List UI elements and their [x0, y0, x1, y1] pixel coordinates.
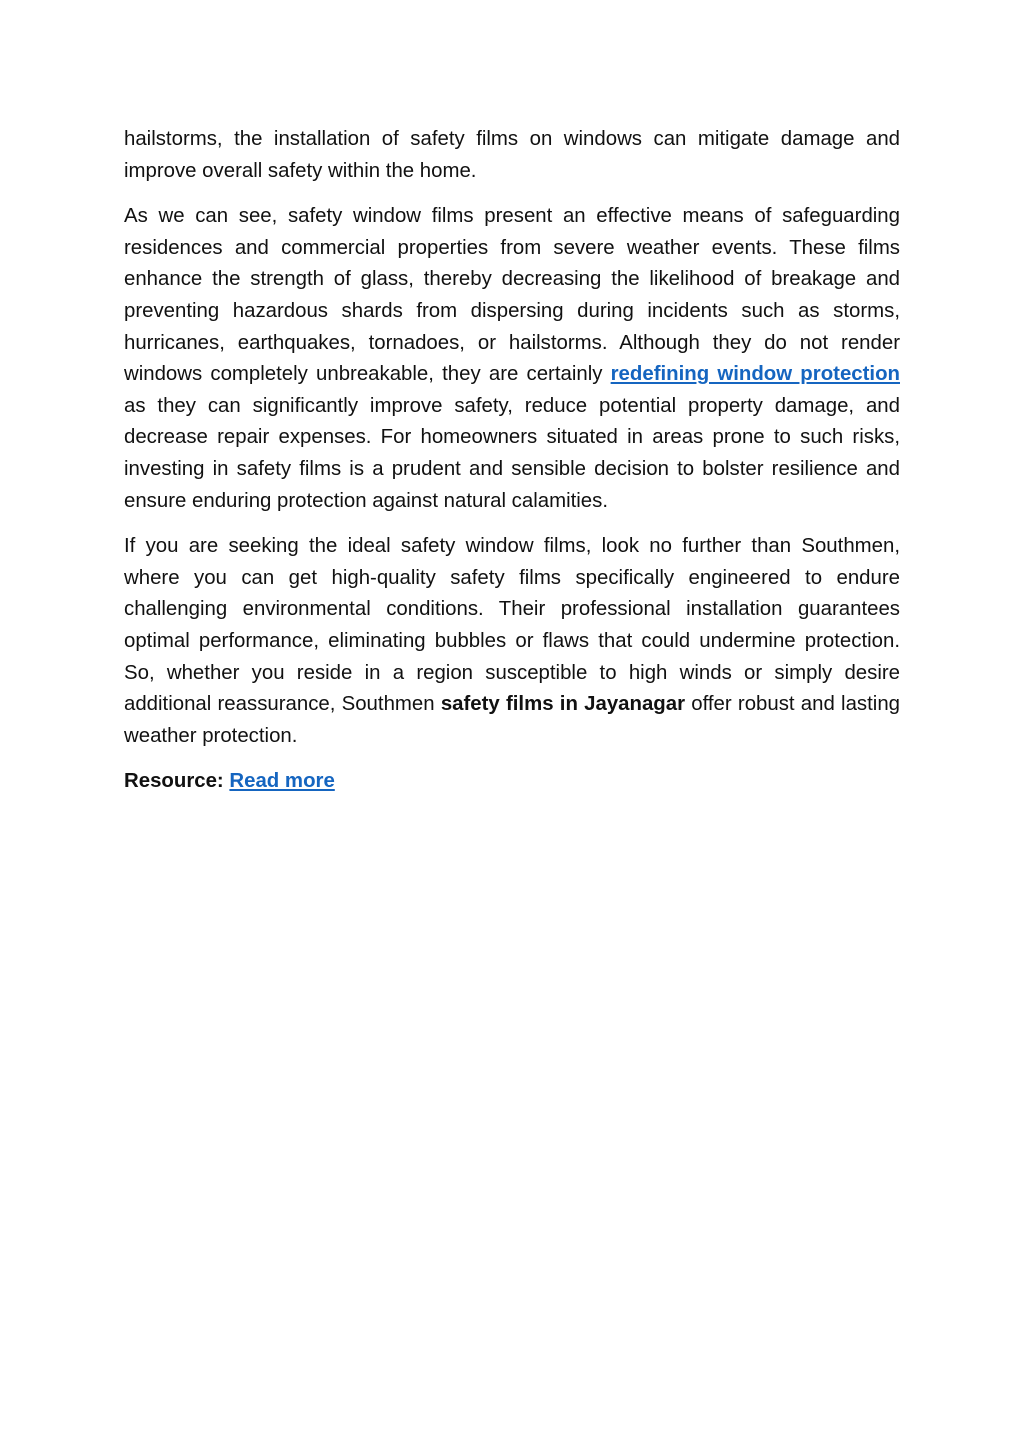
paragraph-intro-text: hailstorms, the installation of safety films on windows can mitigate damage and improve overall safety within the home. — [124, 128, 900, 182]
resource-line — [124, 766, 900, 798]
safety-films-jayanagar-bold: safety films in Jayanagar — [440, 693, 686, 716]
paragraph-southmen — [124, 531, 900, 752]
paragraph-summary-text-start: As we can see, safety window films present an effective means of safeguarding residences and commercial properties from severe weather events. These films enhance the strength of glass, thereby decreasing the likelihood of breakage and preventing hazardous shards from dispersing during incidents such as storms, hurricanes, earthquakes, tornadoes, or hailstorms. Although they do not render windows completely unbreakable, they are certainly — [124, 205, 900, 386]
paragraph-intro — [124, 124, 900, 187]
resource-label: Resource: — [124, 770, 224, 793]
redefining-window-protection-link[interactable]: redefining window protection — [610, 363, 900, 386]
paragraph-summary — [124, 201, 900, 517]
paragraph-summary-text-end: as they can significantly improve safety, reduce potential property damage, and decrease repair expenses. For homeowners situated in areas prone to such risks, investing in safety films is a prudent and sensible decision to bolster resilience and ensure enduring protection against natural calamities. — [124, 394, 900, 512]
paragraph-southmen-text-end: offer robust and lasting weather protection. — [124, 693, 900, 747]
read-more-link[interactable]: Read more — [229, 770, 335, 793]
document-page — [124, 124, 900, 812]
paragraph-southmen-text-start: If you are seeking the ideal safety window films, look no further than Southmen, where you can get high-quality safety films specifically engineered to endure challenging environmental conditions. Their professional installation guarantees optimal performance, eliminating bubbles or flaws that could undermine protection. So, whether you reside in a region susceptible to high winds or simply desire additional reassurance, Southmen — [124, 535, 900, 716]
